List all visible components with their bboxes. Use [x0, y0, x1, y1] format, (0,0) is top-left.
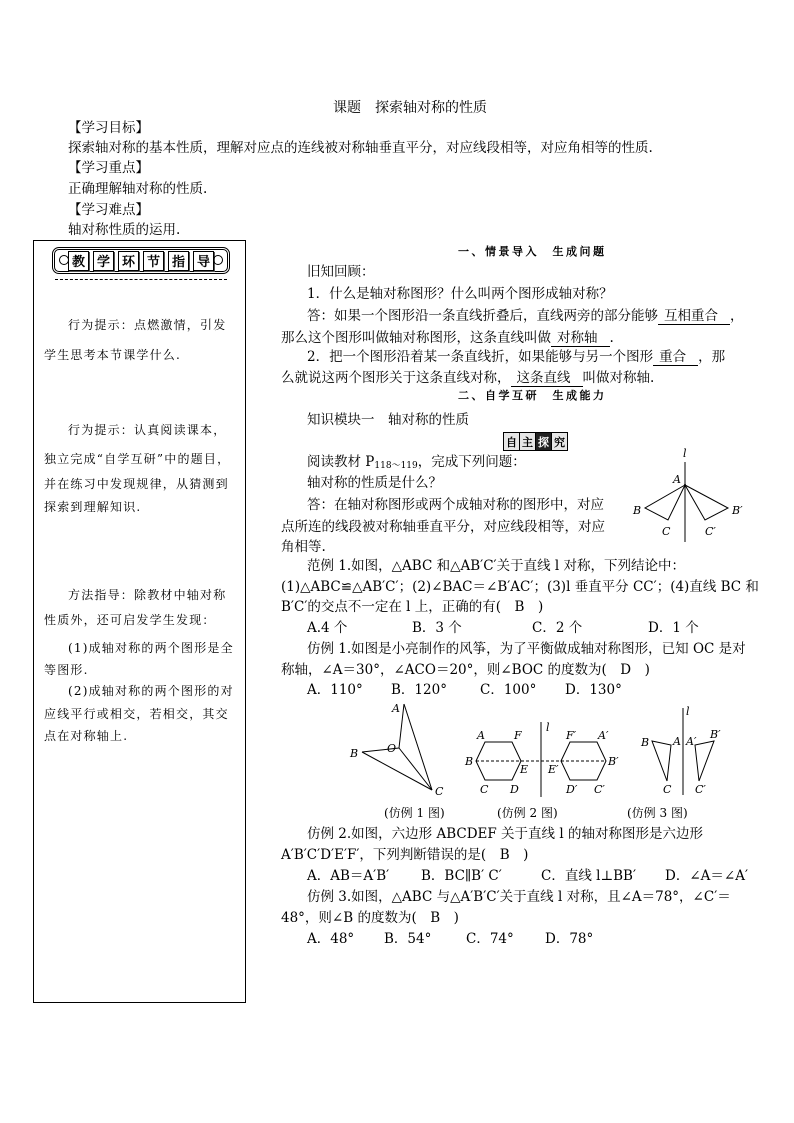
method-line: (2)成轴对称的两个图形的对: [68, 684, 234, 698]
answer-text: .: [609, 330, 614, 346]
banner-char: 节: [143, 251, 164, 271]
label-d: D: [510, 783, 519, 796]
question-text: ，那: [698, 349, 726, 365]
banner-char: 学: [93, 251, 114, 271]
label-o: O: [387, 742, 397, 755]
banner-divider: [55, 279, 227, 280]
label-a: A: [673, 735, 681, 748]
practice-3-option-c: C．74°: [466, 931, 514, 947]
method-line: 点在对称轴上.: [44, 729, 129, 743]
badge-char: 自: [506, 435, 517, 449]
practice-3-caption: (仿例 3 图): [627, 806, 688, 820]
label-c-prime: C′: [705, 525, 716, 538]
practice-2-stem: 仿例 2.如图，六边形 ABCDEF 关于直线 l 的轴对称图形是六边形: [307, 826, 703, 842]
practice-3-option-d: D．78°: [545, 931, 594, 947]
badge-char: 探: [535, 433, 551, 450]
hint-2-line: 行为提示：认真阅读课本，: [68, 423, 227, 437]
self-explore-badge: [503, 432, 568, 451]
label-l: l: [683, 447, 687, 460]
label-a-prime: A′: [686, 735, 697, 748]
label-a-prime: A′: [598, 729, 609, 742]
method-line: 方法指导：除教材中轴对称: [68, 588, 227, 602]
review-answer-1-line-1: [307, 307, 744, 325]
label-d-prime: D′: [566, 783, 578, 796]
segment-oc: [399, 748, 432, 790]
practice-3-stem: 48°，则∠B 的度数为( B ): [281, 910, 459, 926]
practice-1-caption: (仿例 1 图): [384, 806, 445, 820]
label-e-prime: E′: [548, 763, 559, 776]
badge-char: 主: [519, 433, 535, 450]
label-a: A: [392, 702, 400, 715]
practice-3-stem: 仿例 3.如图，△ABC 与△A′B′C′关于直线 l 对称，且∠A＝78°，∠C′＝: [307, 889, 731, 905]
label-f-prime: F′: [566, 729, 577, 742]
practice-2-option-d: D．∠A＝∠A′: [665, 868, 749, 884]
hint-2-line: 独立完成“自学互研”中的题目，: [44, 452, 231, 466]
practice-1-option-d: D．130°: [565, 682, 622, 698]
answer-blank: 互相重合: [658, 309, 730, 325]
triangle-abc: [645, 485, 685, 520]
goal-heading: 【学习目标】: [68, 120, 149, 136]
banner-char: 导: [193, 251, 214, 271]
hint-1-line: 学生思考本节课学什么.: [44, 348, 182, 362]
teaching-guide-banner: [52, 247, 230, 274]
badge-char: 究: [551, 433, 567, 450]
example-1-stem: B′C′的交点不一定在 l 上，正确的有( B ): [281, 599, 544, 615]
label-f: F: [514, 729, 522, 742]
example-1-option-a: A.4 个: [307, 620, 348, 636]
example-1-option-d: D．1 个: [648, 620, 699, 636]
question-text: 么就说这两个图形关于这条直线对称，: [281, 370, 511, 386]
method-line: 性质外，还可启发学生发现：: [44, 613, 216, 627]
label-b: B: [633, 504, 642, 517]
practice-2-option-b: B．BC∥B′ C′: [421, 868, 502, 884]
review-question-1: 1．什么是轴对称图形？什么叫两个图形成轴对称？: [307, 286, 613, 302]
method-line: 应线平行或相交，若相交，其交: [44, 707, 229, 721]
label-c-prime: C′: [695, 783, 706, 796]
answer-blank: 这条直线: [511, 371, 583, 387]
answer-text: ，: [730, 308, 744, 324]
answer-blank: 重合: [653, 350, 698, 366]
reading-instruction: [307, 453, 526, 475]
practice-1-stem: 仿例 1.如图是小亮制作的风筝，为了平衡做成轴对称图形，已知 OC 是对: [307, 641, 746, 657]
practice-2-caption: (仿例 2 图): [497, 806, 558, 820]
label-b: B: [350, 747, 359, 760]
hexagon-figure: [462, 720, 622, 800]
goal-text: 探索轴对称的基本性质，理解对应点的连线被对称轴垂直平分，对应线段相等，对应角相等的性质.: [68, 140, 653, 156]
hint-1-line: 行为提示：点燃激情，引发: [68, 318, 227, 332]
reading-text: ，完成下列问题：: [417, 454, 526, 470]
page-letter: P: [365, 454, 375, 470]
page-range: 118～119: [374, 461, 418, 471]
difficulty-heading: 【学习难点】: [68, 202, 149, 218]
section-1-heading: 一、情景导入 生成问题: [458, 245, 607, 258]
hint-2-line: 并在练习中发现规律，从猜测到: [44, 477, 229, 491]
banner-char: 指: [168, 251, 189, 271]
label-a: A: [477, 729, 485, 742]
review-question-2-line-1: [307, 348, 725, 366]
kite-figure: [340, 700, 450, 800]
reading-text: 阅读教材: [307, 454, 366, 470]
module-title: 知识模块一 轴对称的性质: [307, 412, 469, 428]
practice-1-option-b: B．120°: [391, 682, 447, 698]
label-c: C: [662, 525, 671, 538]
label-e: E: [520, 763, 529, 776]
key-point-text: 正确理解轴对称的性质.: [68, 181, 208, 197]
label-b-prime: B′: [732, 504, 743, 517]
answer-blank: 对称轴: [551, 331, 610, 347]
triangle-figure: [638, 705, 728, 797]
symmetry-property-figure: [625, 445, 760, 550]
section-2-heading: 二、自学互研 生成能力: [458, 389, 607, 402]
triangle-abc: [652, 741, 671, 781]
practice-1-option-a: A．110°: [307, 682, 363, 698]
review-question-2-line-2: [281, 369, 654, 387]
property-answer-line: 答：在轴对称图形或两个成轴对称的图形中，对应: [307, 497, 604, 513]
label-l: l: [686, 705, 690, 718]
example-1-stem: 范例 1.如图，△ABC 和△AB′C′关于直线 l 对称，下列结论中：: [307, 558, 686, 574]
key-point-heading: 【学习重点】: [68, 160, 149, 176]
label-a: A: [673, 473, 681, 486]
practice-3-option-a: A．48°: [307, 931, 355, 947]
answer-text: 那么这个图形叫做轴对称图形，这条直线叫做: [281, 330, 551, 346]
example-1-option-b: B．3 个: [412, 620, 462, 636]
label-c: C: [435, 785, 444, 798]
answer-text: 答：如果一个图形沿一条直线折叠后，直线两旁的部分能够: [307, 308, 658, 324]
triangle-ab-prime-c-prime: [685, 485, 728, 520]
lesson-title: 课题 探索轴对称的性质: [333, 100, 487, 116]
label-l: l: [546, 721, 550, 734]
label-c: C: [663, 783, 672, 796]
example-1-stem: (1)△ABC≌△AB′C′；(2)∠BAC＝∠B′AC′；(3)l 垂直平分 CC′；(4)直线 BC 和: [281, 579, 759, 595]
property-answer-line: 角相等.: [281, 539, 326, 555]
practice-1-option-c: C．100°: [480, 682, 537, 698]
label-b-prime: B′: [608, 755, 619, 768]
example-1-option-c: C．2 个: [532, 620, 583, 636]
label-b: B: [465, 755, 474, 768]
banner-char: 教: [68, 251, 89, 271]
label-c-prime: C′: [594, 783, 605, 796]
method-line: 等图形.: [44, 663, 89, 677]
label-c: C: [480, 783, 489, 796]
question-text: 2．把一个图形沿着某一条直线折，如果能够与另一个图形: [307, 349, 654, 365]
label-b: B: [641, 736, 650, 749]
review-answer-1-line-2: [281, 329, 614, 347]
property-answer-line: 点所连的线段被对称轴垂直平分，对应线段相等，对应: [281, 519, 605, 535]
property-question: 轴对称的性质是什么？: [307, 475, 442, 491]
practice-2-option-a: A．AB＝A′B′: [307, 868, 390, 884]
method-line: (1)成轴对称的两个图形是全: [68, 641, 234, 655]
practice-2-stem: A′B′C′D′E′F′，下列判断错误的是( B ): [281, 847, 529, 863]
review-label: 旧知回顾：: [307, 264, 375, 280]
practice-1-stem: 称轴，∠A＝30°，∠ACO＝20°，则∠BOC 的度数为( D ): [281, 662, 650, 678]
hint-2-line: 探索到理解知识.: [44, 500, 142, 514]
question-text: 叫做对称轴.: [582, 370, 655, 386]
practice-2-option-c: C．直线 l⊥BB′: [541, 868, 637, 884]
practice-3-option-b: B．54°: [384, 931, 432, 947]
banner-char: 环: [118, 251, 139, 271]
triangle-prime: [695, 741, 714, 781]
label-b-prime: B′: [710, 728, 721, 741]
difficulty-text: 轴对称性质的运用.: [68, 222, 181, 238]
